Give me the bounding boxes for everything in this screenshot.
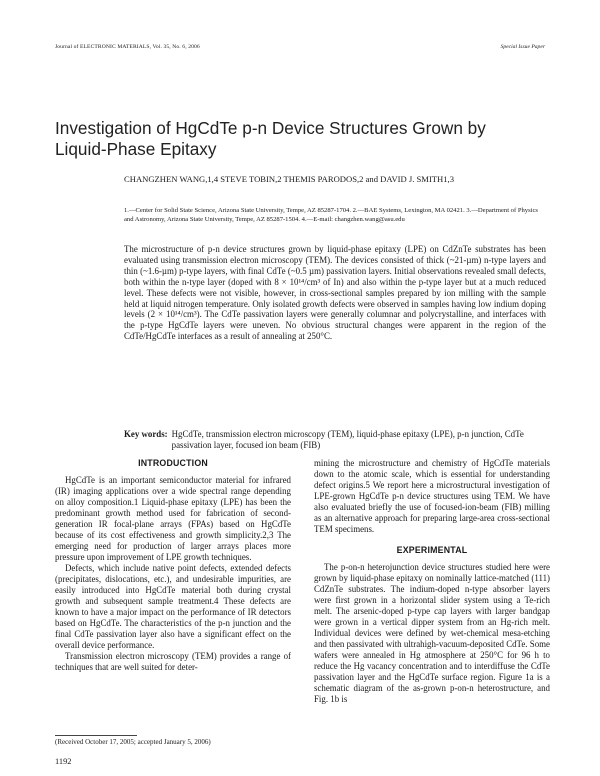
paper-title: Investigation of HgCdTe p-n Device Structures Grown by Liquid-Phase Epitaxy: [55, 118, 486, 159]
keywords: [124, 429, 546, 451]
authors: CHANGZHEN WANG,1,4 STEVE TOBIN,2 THEMIS PARODOS,2 and DAVID J. SMITH1,3: [124, 174, 455, 184]
introduction-heading: INTRODUCTION: [138, 458, 208, 468]
received-footnote: (Received October 17, 2005; accepted January 5, 2006): [55, 738, 211, 746]
issue-type: Special Issue Paper: [500, 44, 545, 50]
abstract: The microstructure of p-n device structures grown by liquid-phase epitaxy (LPE) on CdZnTe substrates has been evaluated using transmission electron microscopy (TEM). The devices consisted of thick (~21-µm) n-type layers and thin (~1.6-µm) p-type layers, with final CdTe (~0.5 µm) passivation layers. Initial observations revealed small defects, both within the n-type layer (doped with 8 × 10¹⁴/cm³ of In) and also within the p-type layer but at a much reduced level. These defects were not visible, however, in cross-sectional samples prepared by ion milling with the sample held at liquid nitrogen temperature. Only isolated growth defects were observed in samples having low indium doping levels (2 × 10¹⁴/cm³). The CdTe passivation layers were generally columnar and polycrystalline, and interfaces with the p-type HgCdTe layers were uneven. No obvious structural changes were apparent in the region of the CdTe/HgCdTe interfaces as a result of annealing at 250°C.: [124, 244, 546, 342]
affiliations: 1.—Center for Solid State Science, Arizona State University, Tempe, AZ 85287-1704. 2.—BAE Systems, Lexington, MA 02421. 3.—Department of Physics and Astronomy, Arizona State University, Tempe, AZ 85287-1504. 4.—E-mail: changzhen.wang@asu.edu: [124, 207, 538, 223]
keywords-text: HgCdTe, transmission electron microscopy (TEM), liquid-phase epitaxy (LPE), p-n junction, CdTe passivation layer, focused ion beam (FIB): [171, 429, 524, 450]
footnote-rule: [55, 735, 137, 736]
intro-paragraph-1: HgCdTe is an important semiconductor material for infrared (IR) imaging applications over a wide spectral range depending on alloy composition.1 Liquid-phase epitaxy (LPE) has been the predominant growth method used for fabrication of second-generation IR focal-plane arrays (FPAs) based on HgCdTe because of its cost effectiveness and growth simplicity.2,3 The emerging need for production of larger arrays places more pressure upon improvement of LPE growth techniques.: [55, 475, 291, 562]
intro-paragraph-4: mining the microstructure and chemistry of HgCdTe materials down to the atomic scale, which is essential for understanding defect origins.5 We report here a microstructural investigation of LPE-grown HgCdTe p-n device structures using TEM. We have also evaluated briefly the use of focused-ion-beam (FIB) milling as an alternative approach for preparing large-area cross-sectional TEM specimens.: [314, 458, 550, 534]
intro-paragraph-3: Transmission electron microscopy (TEM) provides a range of techniques that are well suited for deter-: [55, 651, 291, 672]
left-column: [55, 458, 291, 673]
intro-paragraph-2: Defects, which include native point defects, extended defects (precipitates, dislocations, etc.), and undesirable impurities, are easily introduced into HgCdTe material both during crystal growth and subsequent sample treatment.4 These defects are known to have a major impact on the performance of IR detectors based on HgCdTe. The characteristics of the p-n junction and the final CdTe passivation layer also have a significant effect on the overall device performance.: [55, 563, 291, 650]
page-number: 1192: [55, 757, 72, 766]
keywords-label: Key words:: [124, 429, 168, 439]
experimental-heading: EXPERIMENTAL: [396, 545, 468, 555]
journal-header: Journal of ELECTRONIC MATERIALS, Vol. 35, No. 6, 2006: [55, 44, 200, 50]
experimental-paragraph-1: The p-on-n heterojunction device structures studied here were grown by liquid-phase epitaxy on nominally lattice-matched (111) CdZnTe substrates. The indium-doped n-type absorber layers were first grown in a horizontal slider system using a Te-rich melt. The arsenic-doped p-type cap layers with larger bandgap were grown in a vertical dipper system from an Hg-rich melt. Individual devices were defined by wet-chemical mesa-etching and then passivated with ultrahigh-vacuum-deposited CdTe. Some wafers were annealed in Hg atmosphere at 250°C for 96 h to reduce the Hg vacancy concentration and to interdiffuse the CdTe passivation layer and the HgCdTe surface region. Figure 1a is a schematic diagram of the as-grown p-on-n heterostructure, and Fig. 1b is: [314, 562, 550, 704]
right-column: [314, 458, 550, 705]
